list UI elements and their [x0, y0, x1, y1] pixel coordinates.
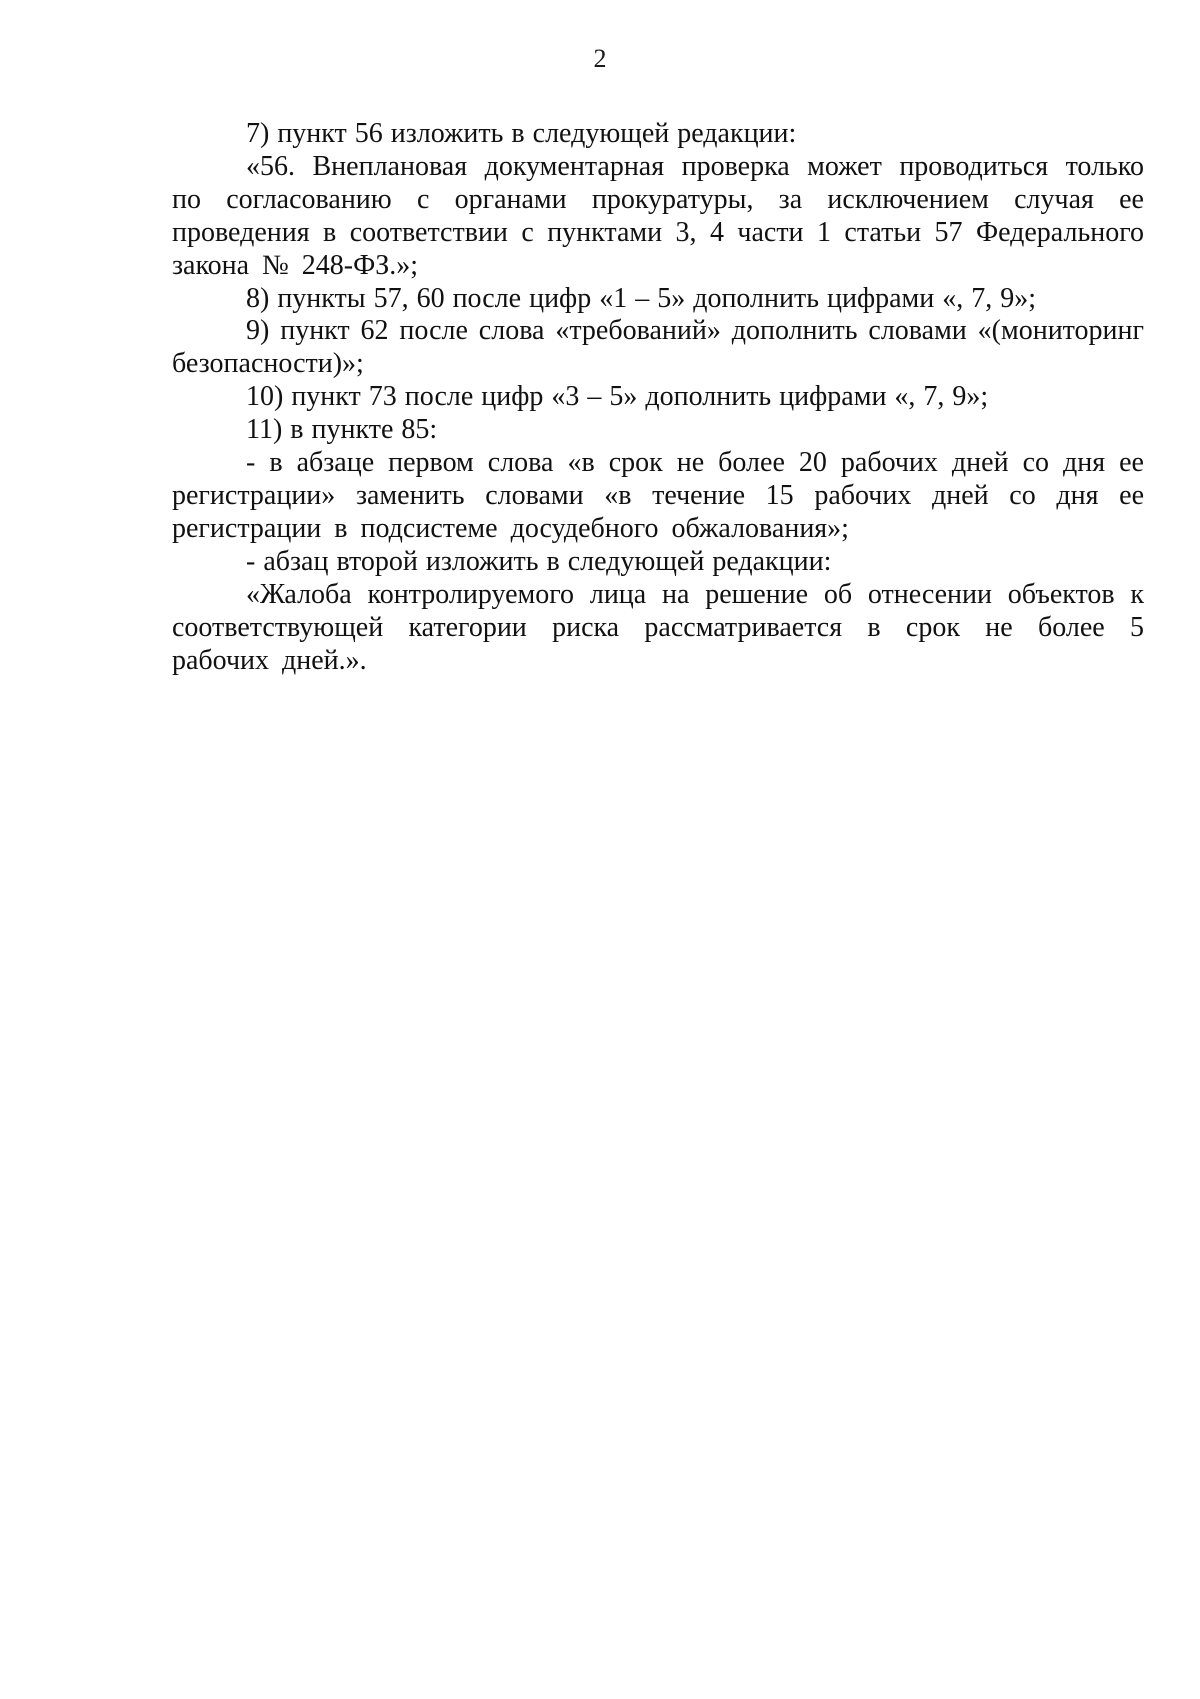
- paragraph-item-7: 7) пункт 56 изложить в следующей редакции:: [246, 118, 797, 149]
- paragraph-complaint-quote: «Жалоба контролируемого лица на решение об отнесении объектов к соответствующей категории риска рассматривается в срок не более 5 рабочих дней.».: [172, 578, 1144, 676]
- paragraph-item-11: 11) в пункте 85:: [246, 414, 438, 446]
- paragraph-item-10: 10) пункт 73 после цифр «3 – 5» дополнить цифрами «, 7, 9»;: [246, 381, 989, 413]
- paragraph-item-11-second-abzac: - абзац второй изложить в следующей редакции:: [246, 545, 832, 577]
- document-body: [172, 118, 1144, 677]
- paragraph-item-9: 9) пункт 62 после слова «требований» дополнить словами «(мониторинг безопасности)»;: [172, 315, 1144, 380]
- paragraph-item-11-first-abzac: - в абзаце первом слова «в срок не более 20 рабочих дней со дня ее регистрации» заменить словами «в течение 15 рабочих дней со дня ее регистрации в подсистеме досудебного обжалования»;: [172, 447, 1144, 544]
- page-number: 2: [593, 44, 607, 73]
- paragraph-item-8: 8) пункты 57, 60 после цифр «1 – 5» дополнить цифрами «, 7, 9»;: [246, 282, 1037, 314]
- paragraph-quote-56: «56. Внеплановая документарная проверка может проводиться только по согласованию с органами прокуратуры, за исключением случая ее проведения в соответствии с пунктами 3, 4 части 1 статьи 57 Федерального закона № 248-ФЗ.»;: [172, 150, 1144, 281]
